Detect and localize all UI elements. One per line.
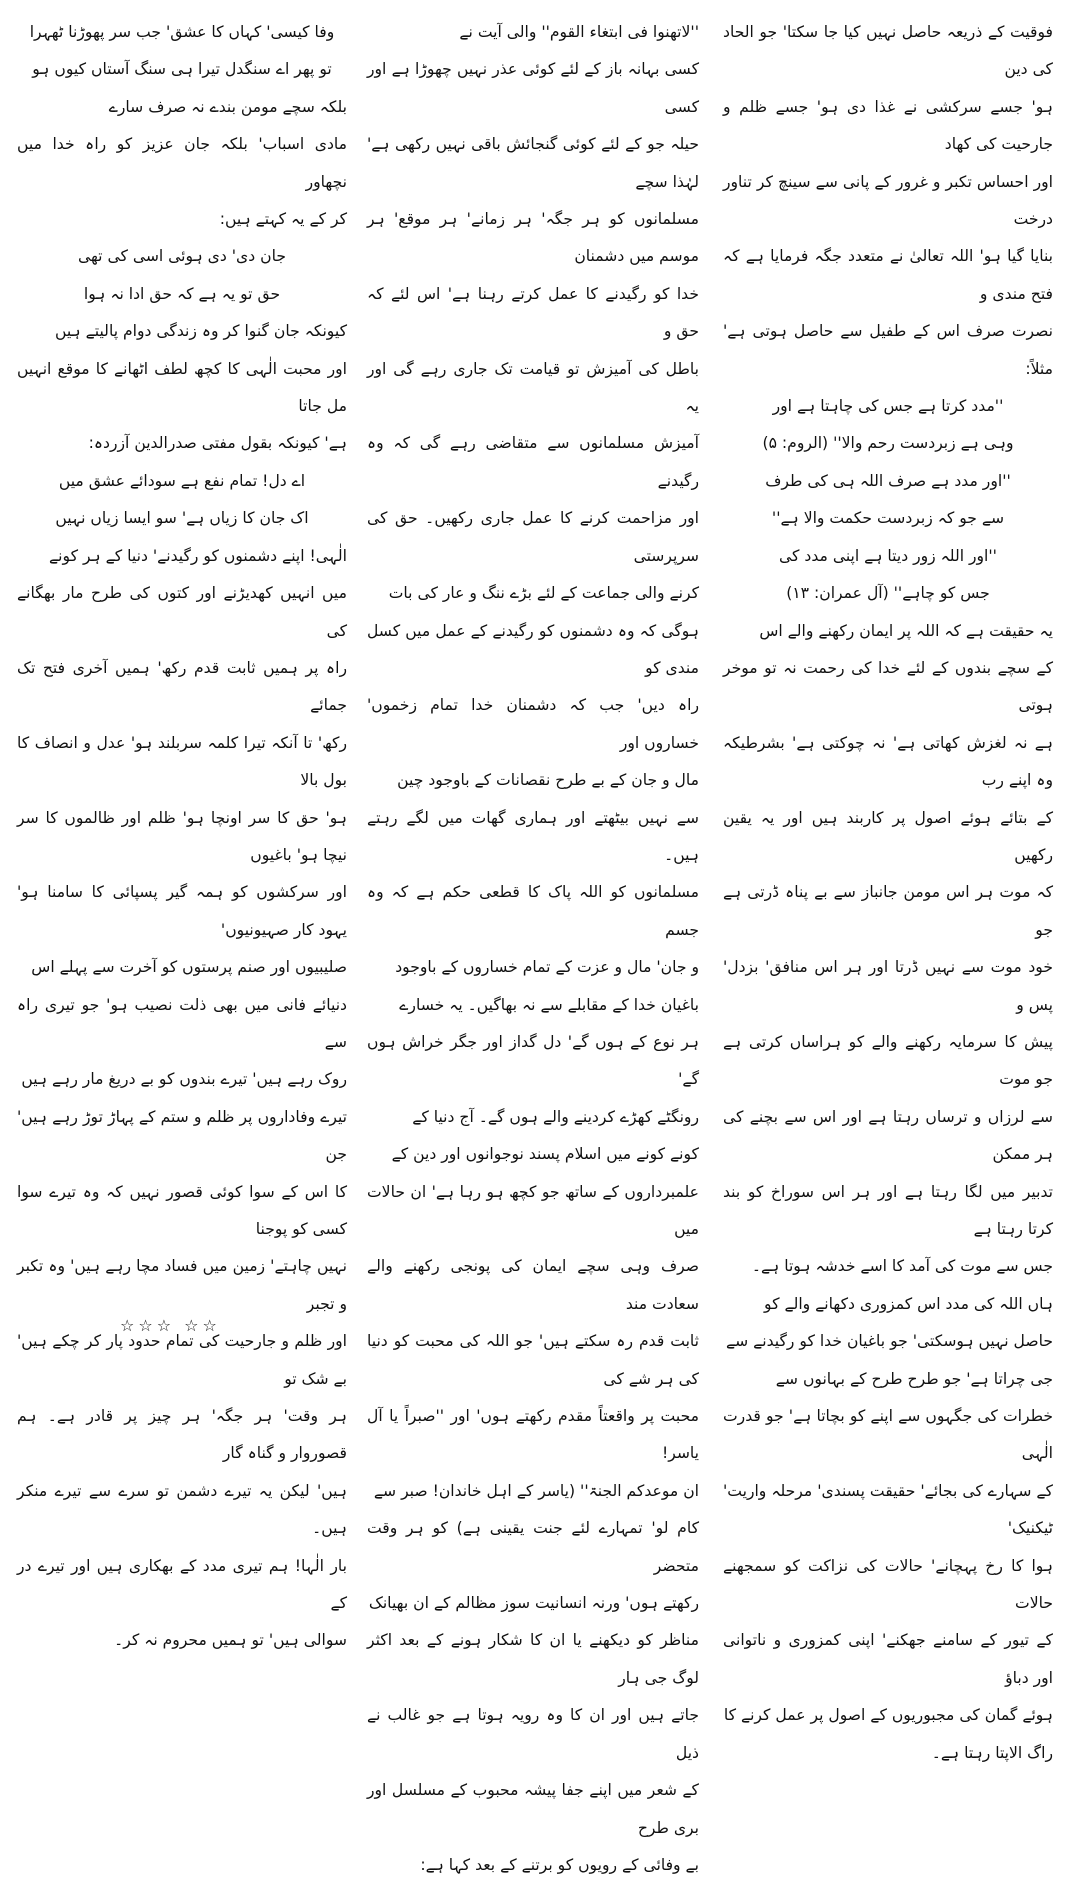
text-line: کہ موت ہر اس مومن جانباز سے بے پناہ ڈرتی ہے جو — [723, 883, 1053, 939]
text-line: مسلمانوں کو ہر جگہ' ہر زمانے' ہر موقع' ہر موسم میں دشمنان — [367, 210, 699, 266]
column-right — [723, 14, 1053, 1762]
text-line: کر کے یہ کہتے ہیں: — [219, 210, 347, 229]
text-line: آمیزش مسلمانوں سے متقاضی رہے گی کہ وہ رگیدنے — [367, 434, 699, 490]
text-line: مال و جان کے بے طرح نقصانات کے باوجود چین — [397, 771, 699, 790]
text-line: بنایا گیا ہو' اللہ تعالیٰ نے متعدد جگہ فرمایا ہے کہ فتح مندی و — [723, 247, 1053, 303]
text-line: نہیں چاہتے' زمین میں فساد مچا رہے ہیں' وہ تکبر و تجبر — [17, 1257, 347, 1313]
text-line: مسلمانوں کو اللہ پاک کا قطعی حکم ہے کہ وہ جسم — [367, 883, 699, 939]
column-left — [17, 14, 347, 1650]
text-line: وفا کیسی' کہاں کا عشق' جب سر پھوڑنا ٹھہرا — [29, 23, 335, 41]
text-line: بار الٰہا! ہم تیری مدد کے بھکاری ہیں اور تیرے در کے — [17, 1556, 347, 1613]
text-line: کا اس کے سوا کوئی قصور نہیں کہ وہ تیرے سوا کسی کو پوجنا — [17, 1182, 347, 1238]
text-line: فوقیت کے ذریعہ حاصل نہیں کیا جا سکتا' جو الحاد کی دین — [723, 23, 1053, 79]
text-line: خدا کو رگیدنے کا عمل کرتے رہنا ہے' اس لئے کہ حق و — [367, 284, 699, 341]
text-line: اور محبت الٰہی کا کچھ لطف اٹھانے کا موقع انہیں مل جاتا — [17, 359, 347, 416]
text-line: صلیبیوں اور صنم پرستوں کو آخرت سے پہلے اس — [31, 958, 347, 977]
text-line: ہو' حق کا سر اونچا ہو' ظلم اور ظالموں کا سر نیچا ہو' باغیوں — [17, 808, 347, 864]
text-line: ''مدد کرتا ہے جس کی چاہتا ہے اور — [772, 397, 1004, 416]
text-line: ''اور مدد ہے صرف اللہ ہی کی طرف — [765, 471, 1011, 490]
text-line: ان موعدکم الجنۃ'' (یاسر کے اہل خاندان! صبر سے — [373, 1481, 699, 1500]
text-line: جی چراتا ہے' جو طرح طرح کے بہانوں سے — [775, 1369, 1053, 1388]
text-line: تدبیر میں لگا رہتا ہے اور ہر اس سوراخ کو بند کرتا رہتا ہے — [723, 1182, 1053, 1238]
text-line: محبت پر واقعتاً مقدم رکھتے ہوں' اور ''صبراً یا آل یاسر! — [367, 1407, 699, 1463]
text-line: نصرت صرف اس کے طفیل سے حاصل ہوتی ہے' مثلاً: — [723, 322, 1053, 378]
text-line: ہے' کیونکہ بقول مفتی صدرالدین آزردہ: — [88, 434, 347, 453]
text-line: کے شعر میں اپنے جفا پیشہ محبوب کے مسلسل اور بری طرح — [367, 1781, 699, 1837]
text-line: حاصل نہیں ہوسکتی' جو باغیان خدا کو رگیدنے سے — [725, 1332, 1053, 1351]
text-line: علمبرداروں کے ساتھ جو کچھ ہو رہا ہے' ان حالات میں — [367, 1182, 699, 1238]
text-line: ہوگی کہ وہ دشمنوں کو رگیدنے کے عمل میں کسل مندی کو — [367, 621, 699, 677]
text-line: مناظر کو دیکھنے یا ان کا شکار ہونے کے بعد اکثر لوگ جی ہار — [367, 1631, 699, 1687]
text-line: الٰہی! اپنے دشمنوں کو رگیدنے' دنیا کے ہر کونے — [49, 546, 347, 565]
text-line: اور احساس تکبر و غرور کے پانی سے سینچ کر تناور درخت — [723, 172, 1053, 229]
text-line: صرف وہی سچے ایمان کی پونجی رکھنے والے سعادت مند — [367, 1257, 699, 1313]
text-line: یہ حقیقت ہے کہ اللہ پر ایمان رکھنے والے اس — [759, 621, 1053, 640]
text-line: ہاں اللہ کی مدد اس کمزوری دکھانے والے کو — [764, 1294, 1053, 1313]
text-line: راہ دیں' جب کہ دشمنان خدا تمام زخموں' خساروں اور — [367, 696, 699, 752]
text-line: میں انہیں کھدیڑنے اور کتوں کی طرح مار بھگانے کی — [17, 584, 347, 640]
text-line: کسی بہانہ باز کے لئے کوئی عذر نہیں چھوڑا ہے اور کسی — [367, 60, 699, 116]
text-line: ہیں' لیکن یہ تیرے دشمن تو سرے سے تیرے منکر ہیں۔ — [17, 1481, 347, 1538]
text-line: تو پھر اے سنگدل تیرا ہی سنگ آستاں کیوں ہو — [32, 60, 332, 79]
text-line: کرنے والی جماعت کے لئے بڑے ننگ و عار کی بات — [388, 584, 699, 603]
footer-stars-ornament: ☆☆☆ ☆☆ — [120, 1316, 221, 1335]
text-line: ہر نوع کے ہوں گے' دل گداز اور جگر خراش ہوں گے' — [367, 1032, 699, 1089]
text-line: روک رہے ہیں' تیرے بندوں کو بے دریغ مار رہے ہیں — [21, 1070, 347, 1089]
text-line: کونے کونے میں اسلام پسند نوجوانوں اور دین کے — [391, 1145, 699, 1164]
text-line: جان دی' دی ہوئی اسی کی تھی — [77, 247, 287, 266]
text-line: اک جان کا زیاں ہے' سو ایسا زیاں نہیں — [55, 509, 309, 528]
text-line: کے سہارے کی بجائے' حقیقت پسندی' مرحلہ واریت' ٹیکنیک' — [723, 1481, 1053, 1538]
text-line: ہوئے گمان کی مجبوریوں کے اصول پر عمل کرنے کا — [723, 1706, 1053, 1725]
text-line: ہے نہ لغزش کھاتی ہے' نہ چوکتی ہے' بشرطیکہ وہ اپنے رب — [723, 733, 1053, 790]
text-line: وہی ہے زبردست رحم والا'' (الروم: ۵) — [762, 434, 1014, 453]
column-middle — [367, 14, 699, 1874]
text-line: رکھتے ہوں' ورنہ انسانیت سوز مظالم کے ان بھیانک — [368, 1594, 699, 1613]
text-line: اور مزاحمت کرنے کا عمل جاری رکھیں۔ حق کی سرپرستی — [367, 509, 699, 565]
text-line: جاتے ہیں اور ان کا وہ رویہ ہوتا ہے جو غالب نے ذیل — [367, 1706, 699, 1762]
text-line: کام لو' تمہارے لئے جنت یقینی ہے) کو ہر وقت متحضر — [367, 1519, 699, 1575]
text-line: کے سچے بندوں کے لئے خدا کی رحمت نہ تو موخر ہوتی — [723, 658, 1053, 715]
text-line: راگ الاپتا رہتا ہے۔ — [931, 1743, 1053, 1762]
text-line: کیونکہ جان گنوا کر وہ زندگی دوام پالیتے ہیں — [54, 322, 347, 341]
text-line: و جان' مال و عزت کے تمام خساروں کے باوجود — [395, 958, 699, 977]
text-line: رونگٹے کھڑے کردینے والے ہوں گے۔ آج دنیا کے — [412, 1107, 699, 1126]
text-line: خطرات کی جگہوں سے اپنے کو بچاتا ہے' جو قدرت الٰہی — [723, 1407, 1053, 1463]
text-line: باطل کی آمیزش تو قیامت تک جاری رہے گی اور یہ — [367, 359, 699, 416]
text-line: دنیائے فانی میں بھی ذلت نصیب ہو' جو تیری راہ سے — [17, 995, 347, 1051]
text-line: ''اور اللہ زور دیتا ہے اپنی مدد کی — [779, 546, 997, 565]
text-line: اور سرکشوں کو ہمہ گیر پسپائی کا سامنا ہو' یہود کار صہیونیوں' — [17, 883, 347, 939]
text-line: بلکہ سچے مومن بندے نہ صرف سارے — [108, 97, 347, 116]
text-line: اور ظلم و جارحیت کی تمام حدود پار کر چکے ہیں' بے شک تو — [17, 1332, 347, 1388]
text-line: راہ پر ہمیں ثابت قدم رکھ' ہمیں آخری فتح تک جمائے — [17, 658, 347, 715]
text-line: کے بتائے ہوئے اصول پر کاربند ہیں اور یہ یقین رکھیں — [723, 808, 1053, 864]
text-line: کے تیور کے سامنے جھکنے' اپنی کمزوری و ناتوانی اور دباؤ — [723, 1631, 1053, 1687]
text-line: حیلہ جو کے لئے کوئی گنجائش باقی نہیں رکھی ہے' لہٰذا سچے — [367, 135, 699, 191]
text-line: سے نہیں بیٹھتے اور ہماری گھات میں لگے رہتے ہیں۔ — [367, 808, 699, 864]
text-line: تیرے وفاداروں پر ظلم و ستم کے پہاڑ توڑ رہے ہیں' جن — [17, 1107, 347, 1164]
text-line: سے لرزاں و ترساں رہتا ہے اور اس سے بچنے کی ہر ممکن — [723, 1107, 1053, 1164]
text-line: ہو' جسے سرکشی نے غذا دی ہو' جسے ظلم و جارحیت کی کھاد — [723, 97, 1053, 154]
text-line: رکھ' تا آنکہ تیرا کلمہ سربلند ہو' عدل و انصاف کا بول بالا — [17, 733, 347, 790]
text-line: باغیان خدا کے مقابلے سے نہ بھاگیں۔ یہ خسارے — [399, 995, 699, 1014]
text-line: بے وفائی کے رویوں کو برتنے کے بعد کہا ہے: — [420, 1855, 699, 1874]
text-line: حق تو یہ ہے کہ حق ادا نہ ہوا — [83, 284, 281, 303]
text-line: ''لاتھنوا فی ابتغاء القوم'' والی آیت نے — [459, 23, 699, 41]
text-line: پیش کا سرمایہ رکھنے والے کو ہراساں کرتی ہے جو موت — [723, 1032, 1053, 1089]
text-line: اے دل! تمام نفع ہے سودائے عشق میں — [58, 471, 306, 490]
text-line: خود موت سے نہیں ڈرتا اور ہر اس منافق' بزدل' پس و — [723, 958, 1053, 1014]
text-line: ہوا کا رخ پہچانے' حالات کی نزاکت کو سمجھنے حالات — [723, 1556, 1053, 1613]
text-line: جس سے موت کی آمد کا اسے خدشہ ہوتا ہے۔ — [751, 1257, 1053, 1276]
text-line: سوالی ہیں' تو ہمیں محروم نہ کر۔ — [114, 1631, 347, 1650]
text-line: مادی اسباب' بلکہ جان عزیز کو راہ خدا میں نچھاور — [17, 135, 347, 191]
text-line: سے جو کہ زبردست حکمت والا ہے'' — [771, 509, 1005, 528]
text-line: جس کو چاہے'' (آل عمران: ۱۳) — [786, 584, 990, 603]
text-line: ہر وقت' ہر جگہ' ہر چیز پر قادر ہے۔ ہم قصوروار و گناہ گار — [17, 1407, 347, 1463]
text-line: ثابت قدم رہ سکتے ہیں' جو اللہ کی محبت کو دنیا کی ہر شے کی — [367, 1332, 699, 1388]
